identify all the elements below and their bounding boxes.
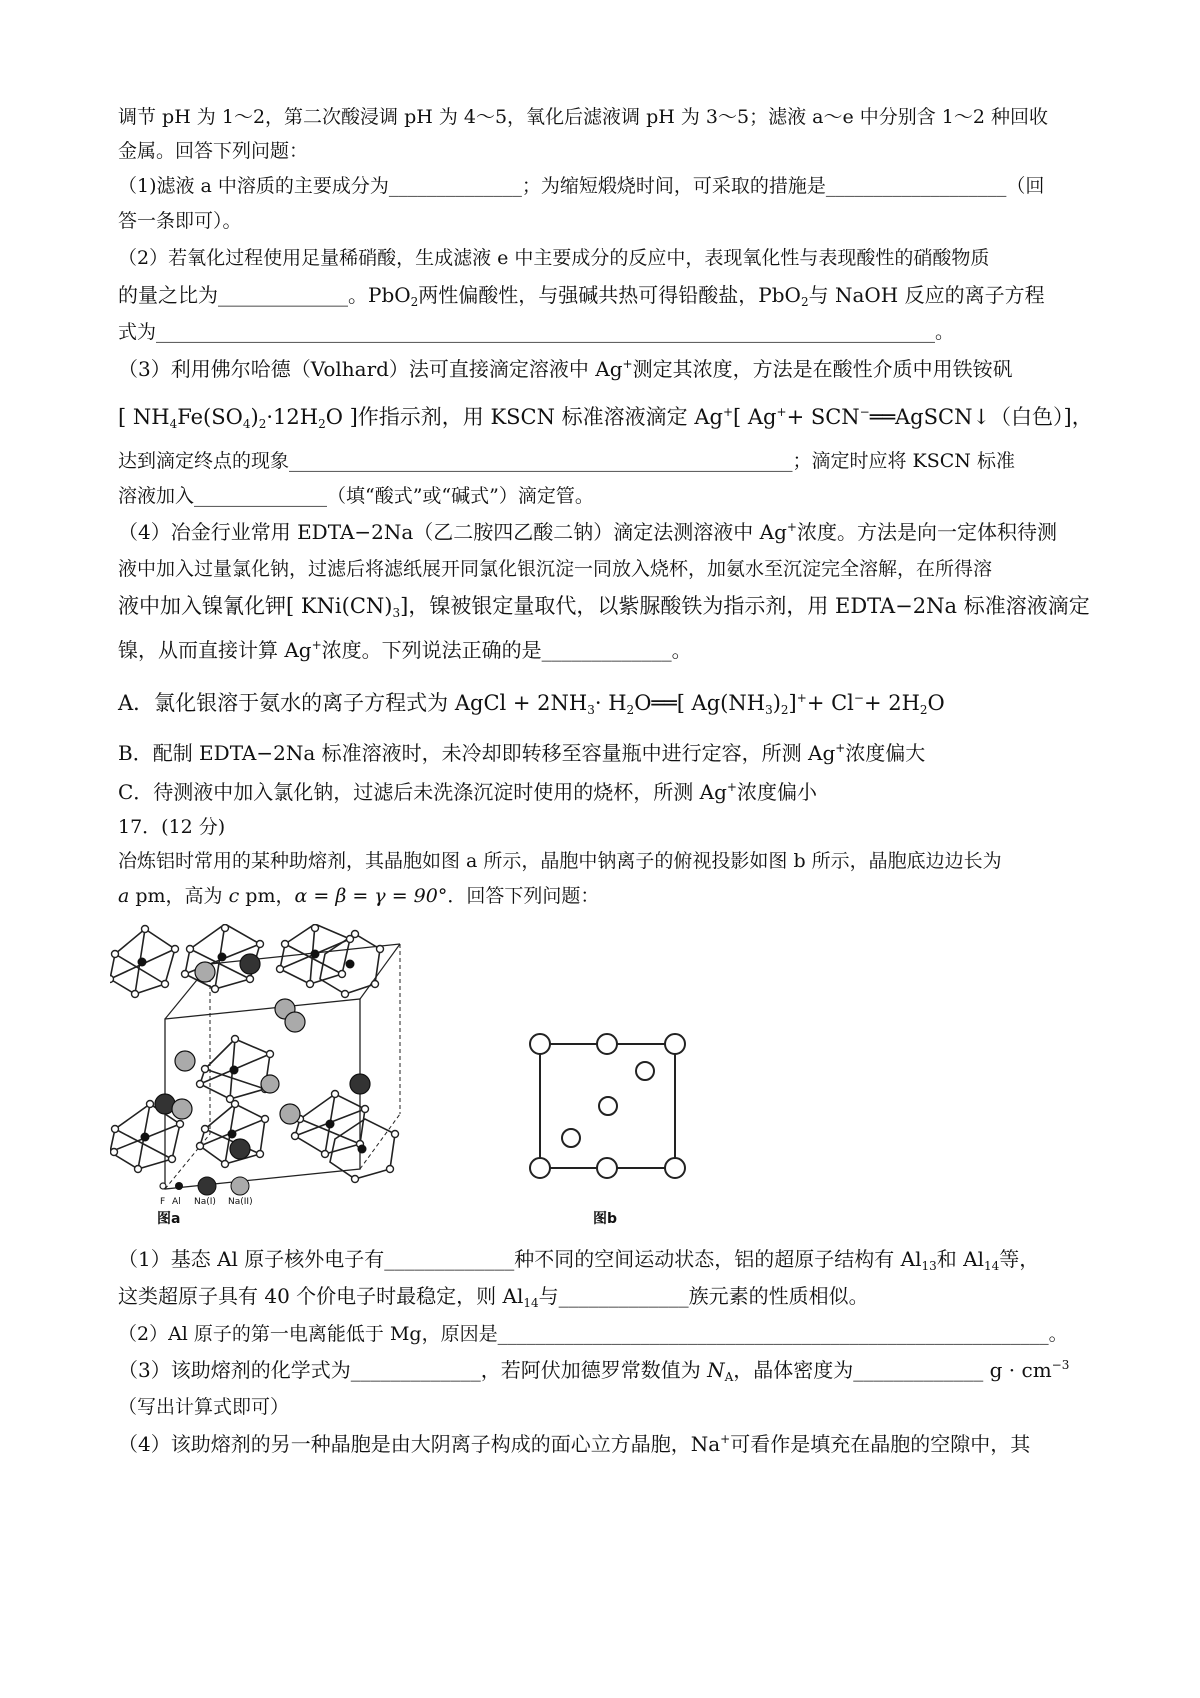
option-a: A．氯化银溶于氨水的离子方程式为 AgCl + $2NH_3\cdot$ $H_2O══$[ $Ag(NH_3)_2]^++ Cl^-+ 2H_2O$ (118, 691, 945, 717)
question-16-4: （4）冶金行业常用 EDTA−2Na（乙二胺四乙酸二钠）滴定法测溶液中 Ag+浓度。方法是向一定体积待测 (118, 520, 1057, 544)
question-17-heading: 17．(12 分) (118, 816, 226, 838)
text-line: 金属。回答下列问题： (118, 140, 309, 162)
legend-na2-label: Na(II) (228, 1197, 253, 1207)
text-line: 镍，从而直接计算 Ag+浓度。下列说法正确的是_____________。 (118, 638, 692, 662)
text-line: 的量之比为_____________。PbO$_2$两性偏酸性，与强碱共热可得铅酸盐，PbO$_2$与 NaOH 反应的离子方程 (118, 283, 1045, 309)
figure-b-caption: 图b (593, 1211, 618, 1227)
text-line: 液中加入过量氯化钠，过滤后将滤纸展开同氯化银沉淀一同放入烧杯，加氨水至沉淀完全溶解，在所得溶 (118, 558, 993, 580)
option-b: B．配制 EDTA−2Na 标准溶液时，未冷却即转移至容量瓶中进行定容，所测 Ag+浓度偏大 (118, 741, 926, 765)
text-line: 液中加入镍氰化钾[ $KNi(CN)_3$]，镍被银定量取代，以紫脲酸铁为指示剂，用 EDTA−2Na 标准溶液滴定 (118, 594, 1090, 620)
figure-b-projection (520, 1028, 705, 1208)
text-line: 答一条即可）。 (118, 210, 242, 232)
question-17-1: （1）基态 Al 原子核外电子有_____________种不同的空间运动状态，铝的超原子结构有 $Al_{13}$和 $Al_{14}$等， (118, 1247, 1040, 1273)
text-line: [ $NH_4Fe(SO_4)_2\cdot 12H_2O$ ]作指示剂，用 KSCN 标准溶液滴定 Ag+[ Ag++ SCN−══AgSCN↓（白色）]， (118, 405, 1093, 431)
question-16-1: （1)滤液 a 中溶质的主要成分为______________；为缩短煅烧时间，可采取的措施是___________________（回 (118, 175, 1045, 197)
text-line: 调节 pH 为 1～2，第二次酸浸调 pH 为 4～5，氧化后滤液调 pH 为 3～5；滤液 a～e 中分别含 1～2 种回收 (118, 106, 1048, 128)
text-line: 冶炼铝时常用的某种助熔剂，其晶胞如图 a 所示，晶胞中钠离子的俯视投影如图 b 所示，晶胞底边边长为 (118, 850, 1002, 872)
figure-a-caption: 图a (157, 1211, 181, 1227)
legend-f-label: F (160, 1197, 166, 1207)
question-17-4: （4）该助熔剂的另一种晶胞是由大阴离子构成的面心立方晶胞，Na+可看作是填充在晶胞的空隙中，其 (118, 1432, 1031, 1456)
figure-a-crystal-cell (110, 924, 420, 1208)
text-line: （写出计算式即可） (118, 1396, 290, 1418)
question-16-2: （2）若氧化过程使用足量稀硝酸，生成滤液 e 中主要成分的反应中，表现氧化性与表现酸性的硝酸物质 (118, 247, 990, 269)
legend-al-label: Al (172, 1197, 181, 1207)
legend-na1-label: Na(I) (194, 1197, 216, 1207)
option-c: C．待测液中加入氯化钠，过滤后未洗涤沉淀时使用的烧杯，所测 Ag+浓度偏小 (118, 780, 817, 804)
text-line: 溶液加入______________（填“酸式”或“碱式”）滴定管。 (118, 485, 594, 507)
question-17-2: （2）Al 原子的第一电离能低于 Mg，原因是__________________________________________________________。 (118, 1323, 1068, 1345)
text-line: a pm，高为 c pm，α = β = γ = 90°．回答下列问题： (118, 885, 600, 907)
question-16-3: （3）利用佛尔哈德（Volhard）法可直接滴定溶液中 Ag+测定其浓度，方法是在酸性介质中用铁铵矾 (118, 357, 1013, 381)
text-line: 这类超原子具有 40 个价电子时最稳定，则 $Al_{14}$与_____________族元素的性质相似。 (118, 1284, 869, 1310)
text-line: 式为__________________________________________________________________________________。 (118, 321, 955, 343)
question-17-3: （3）该助熔剂的化学式为_____________，若阿伏加德罗常数值为 $N_A$，晶体密度为_____________ $g \cdot cm^{-3}$ (118, 1358, 1070, 1384)
text-line: 达到滴定终点的现象_____________________________________________________；滴定时应将 KSCN 标准 (118, 450, 1015, 472)
